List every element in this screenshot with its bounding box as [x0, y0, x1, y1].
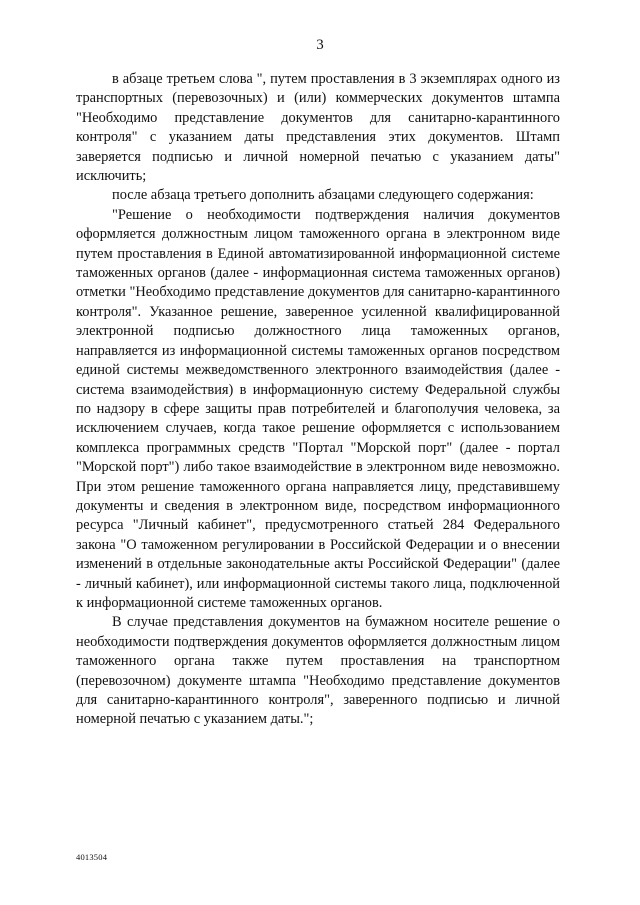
paragraph-3: "Решение о необходимости подтверждения наличия документов оформляется должностным лицом таможенного органа в электронном виде путем проставления в Единой автоматизированной информационной системе таможенных органов (далее - информационная система таможенных органов) отметки "Необходимо представление документов для санитарно-карантинного контроля". Указанное решение, заверенное усиленной квалифицированной электронной подписью должностного лица таможенных органов, направляется из информационной системы таможенных органов посредством единой системы межведомственного электронного взаимодействия (далее - система взаимодействия) в информационную систему Федеральной службы по надзору в сфере защиты прав потребителей и благополучия человека, за исключением случаев, когда такое решение оформляется с использованием комплекса программных средств "Портал "Морской порт" (далее - портал "Морской порт") либо такое взаимодействие в электронном виде невозможно. При этом решение таможенного органа направляется лицу, представившему документы и сведения в электронном виде, посредством информационного ресурса "Личный кабинет", предусмотренного статьей 284 Федерального закона "О таможенном регулировании в Российской Федерации и о внесении изменений в отдельные законодательные акты Российской Федерации" (далее - личный кабинет), или информационной системы такого лица, подключенной к информационной системе таможенных органов.: [76, 206, 560, 611]
paragraph-2: после абзаца третьего дополнить абзацами следующего содержания:: [112, 187, 534, 204]
page-number: 3: [316, 37, 324, 53]
paragraph-1: в абзаце третьем слова ", путем проставления в 3 экземплярах одного из транспортных (перевозочных) и (или) коммерческих документов штампа "Необходимо представление документов для санитарно-карантинного контроля" с указанием даты представления этих документов. Штамп заверяется подписью и личной номерной печатью с указанием даты" исключить;: [76, 71, 560, 185]
paragraph-4: В случае представления документов на бумажном носителе решение о необходимости подтверждения документов оформляется должностным лицом таможенного органа также путем проставления на транспортном (перевозочном) документе штампа "Необходимо представление документов для санитарно-карантинного контроля", заверенного подписью и личной номерной печатью с указанием даты.";: [76, 614, 560, 728]
document-body: [76, 70, 560, 730]
document-code: 4013504: [76, 852, 108, 862]
